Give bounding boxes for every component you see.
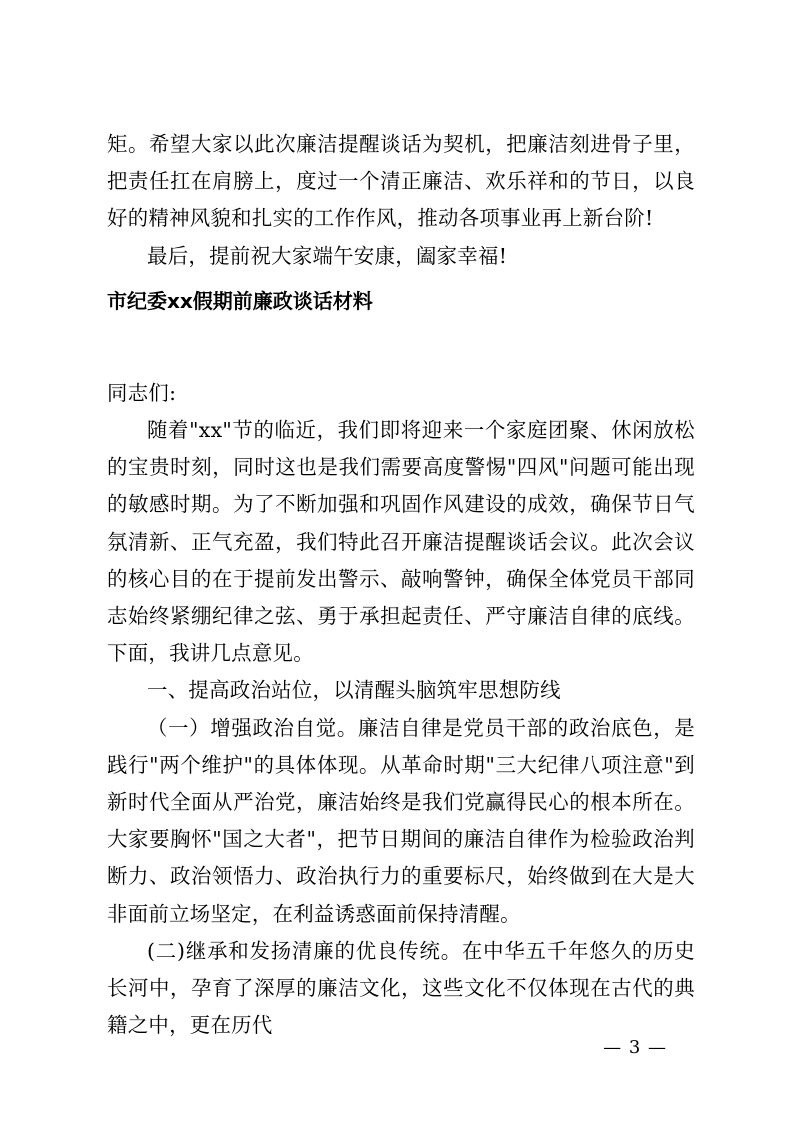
heading-point-one: 一、提高政治站位，以清醒头脑筑牢思想防线: [147, 678, 561, 703]
paragraph-subpoint-two: (二)继承和发扬清廉的优良传统。在中华五千年悠久的历史长河中，孕育了深厚的廉洁文化，这些文化不仅体现在古代的典籍之中，更在历代: [107, 938, 695, 1038]
section-title: 市纪委xx假期前廉政谈话材料: [107, 288, 373, 313]
document-body: [107, 126, 695, 1044]
paragraph-closing-wishes: 最后，提前祝大家端午安康，阖家幸福!: [147, 243, 508, 268]
paragraph-intro: 随着"xx"节的临近，我们即将迎来一个家庭团聚、休闲放松的宝贵时刻，同时这也是我们需要高度警惕"四风"问题可能出现的敏感时期。为了不断加强和巩固作风建设的成效，确保节日气氛清新、正气充盈，我们特此召开廉洁提醒谈话会议。此次会议的核心目的在于提前发出警示、敲响警钟，确保全体党员干部同志始终紧绷纪律之弦、勇于承担起责任、严守廉洁自律的底线。下面，我讲几点意见。: [107, 418, 695, 666]
paragraph-subpoint-one: （一）增强政治自觉。廉洁自律是党员干部的政治底色，是践行"两个维护"的具体体现。从革命时期"三大纪律八项注意"到新时代全面从严治党，廉洁始终是我们党赢得民心的根本所在。大家要胸怀"国之大者"，把节日期间的廉洁自律作为检验政治判断力、政治领悟力、政治执行力的重要标尺，始终做到在大是大非面前立场坚定，在利益诱惑面前保持清醒。: [107, 715, 695, 926]
salutation: 同志们:: [107, 380, 177, 405]
page-number: — 3 —: [603, 1037, 667, 1058]
paragraph-closing-continuation: 矩。希望大家以此次廉洁提醒谈话为契机，把廉洁刻进骨子里，把责任扛在肩膀上，度过一个清正廉洁、欢乐祥和的节日，以良好的精神风貌和扎实的工作作风，推动各项事业再上新台阶!: [107, 132, 695, 231]
